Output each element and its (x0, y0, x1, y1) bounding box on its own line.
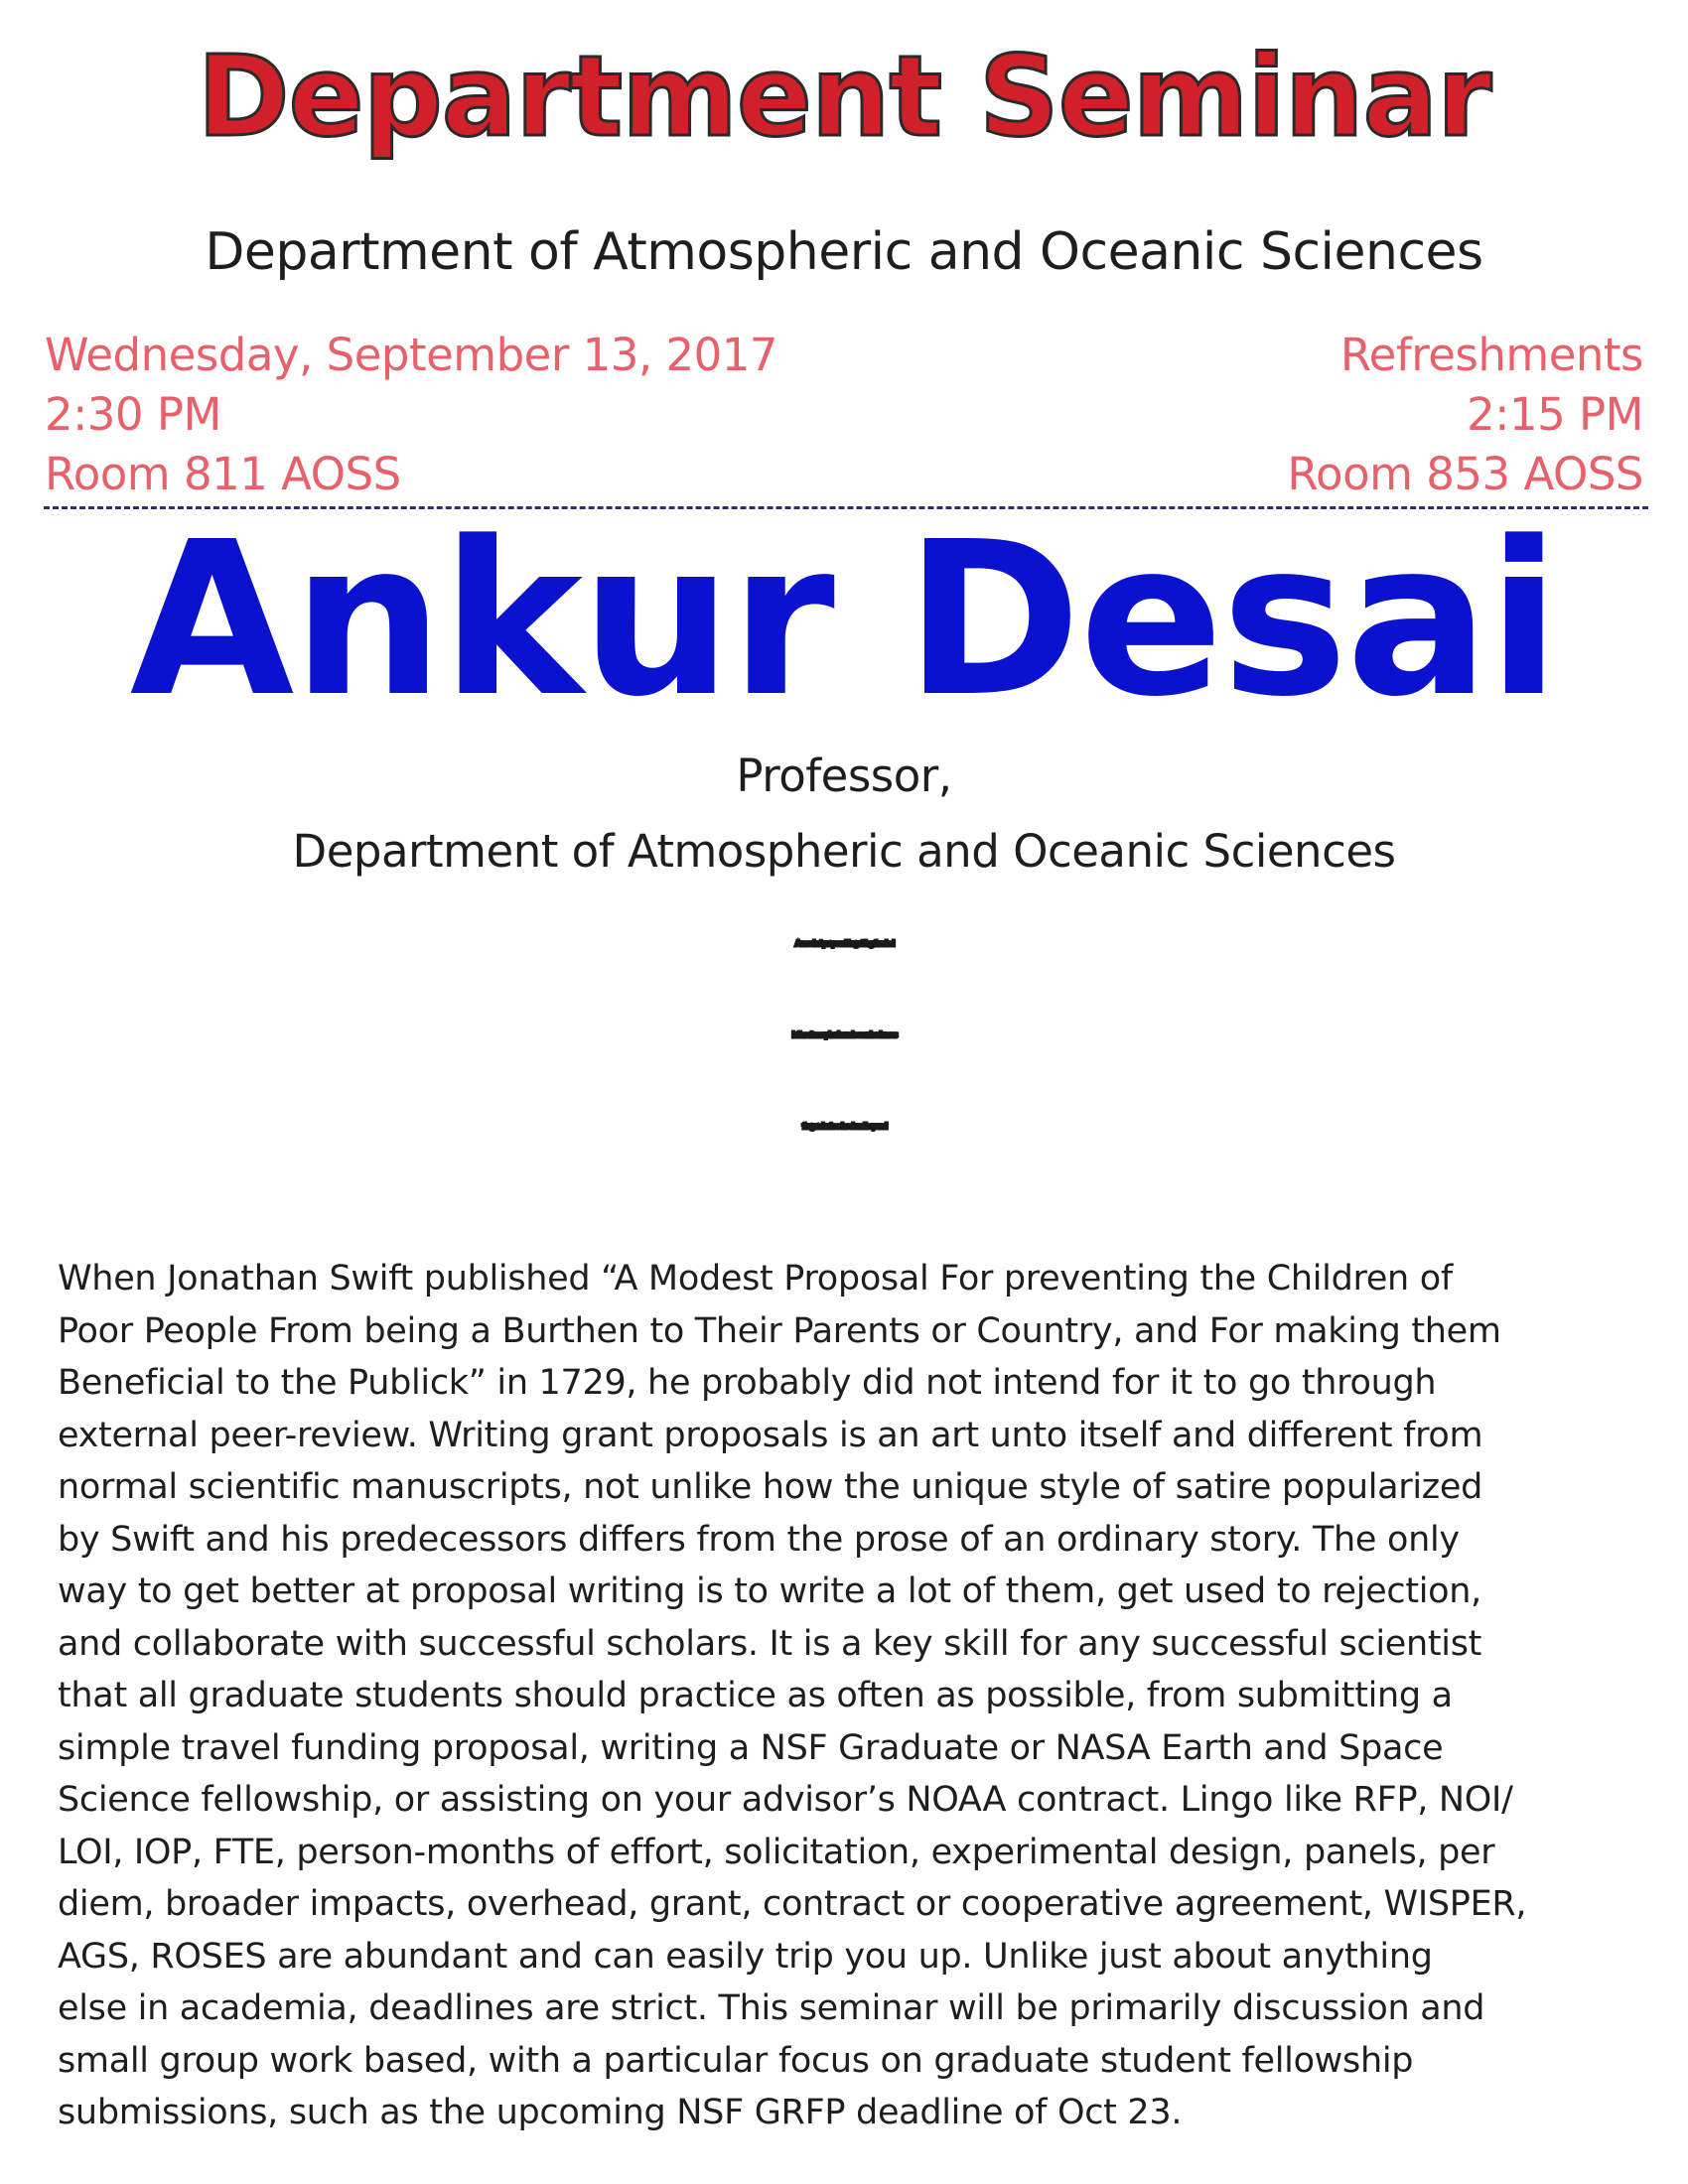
speaker-name: Ankur Desai (129, 496, 1559, 744)
refreshments-details (1287, 326, 1643, 504)
abstract-line: normal scientific manuscripts, not unlike how the unique style of satire popularized (58, 1467, 1483, 1507)
abstract (58, 1253, 1656, 2139)
department-heading: Department of Atmospheric and Oceanic Sciences (205, 222, 1483, 282)
abstract-line: When Jonathan Swift published “A Modest Proposal For preventing the Children of (58, 1259, 1453, 1298)
abstract-line: submissions, such as the upcoming NSF GRFP deadline of Oct 23. (58, 2093, 1183, 2132)
talk-title-line: A modest proposal for getting funded (794, 939, 894, 948)
event-room: Room 811 AOSS (45, 448, 401, 500)
abstract-line: diem, broader impacts, overhead, grant, contract or cooperative agreement, WISPER, (58, 1884, 1527, 1924)
event-date: Wednesday, September 13, 2017 (45, 329, 778, 381)
abstract-line: Science fellowship, or assisting on your advisor’s NOAA contract. Lingo like RFP, NOI/ (58, 1780, 1513, 1820)
refreshments-room: Room 853 AOSS (1287, 448, 1643, 500)
refreshments-label: Refreshments (1339, 329, 1643, 381)
abstract-line: AGS, ROSES are abundant and can easily trip you up. Unlike just about anything (58, 1936, 1433, 1977)
abstract-line: that all graduate students should practice as often as possible, from submitting a (58, 1676, 1453, 1715)
speaker-affiliation: Department of Atmospheric and Oceanic Sciences (292, 825, 1396, 878)
abstract-line: else in academia, deadlines are strict. This seminar will be primarily discussion and (58, 1988, 1485, 2028)
event-time: 2:30 PM (45, 388, 221, 441)
talk-title-line: for graduate school and beyond (801, 1122, 887, 1131)
abstract-line: external peer-review. Writing grant proposals is an art unto itself and different from (58, 1415, 1483, 1455)
event-details (45, 326, 777, 504)
abstract-line: by Swift and his predecessors differs from the prose of an ordinary story. The only (58, 1519, 1460, 1560)
abstract-line: and collaborate with successful scholars. It is a key skill for any successful scientist (58, 1623, 1482, 1664)
page-title: Department Seminar (197, 33, 1491, 162)
abstract-line: simple travel funding proposal, writing a NSF Graduate or NASA Earth and Space (58, 1727, 1444, 1768)
abstract-line: Poor People From being a Burthen to Their Parents or Country, and For making them (58, 1310, 1501, 1351)
talk-title-line: in the atmospheric and oceanic sciences (791, 1030, 897, 1039)
abstract-line: small group work based, with a particular focus on graduate student fellowship (58, 2040, 1414, 2081)
abstract-line: way to get better at proposal writing is to write a lot of them, get used to rejection, (58, 1571, 1481, 1611)
abstract-line: Beneficial to the Publick” in 1729, he probably did not intend for it to go through (58, 1363, 1437, 1403)
refreshments-time: 2:15 PM (1467, 388, 1643, 441)
abstract-line: LOI, IOP, FTE, person-months of effort, solicitation, experimental design, panels, per (58, 1832, 1495, 1872)
speaker-position: Professor, (736, 750, 952, 802)
talk-title (0, 898, 1688, 1172)
